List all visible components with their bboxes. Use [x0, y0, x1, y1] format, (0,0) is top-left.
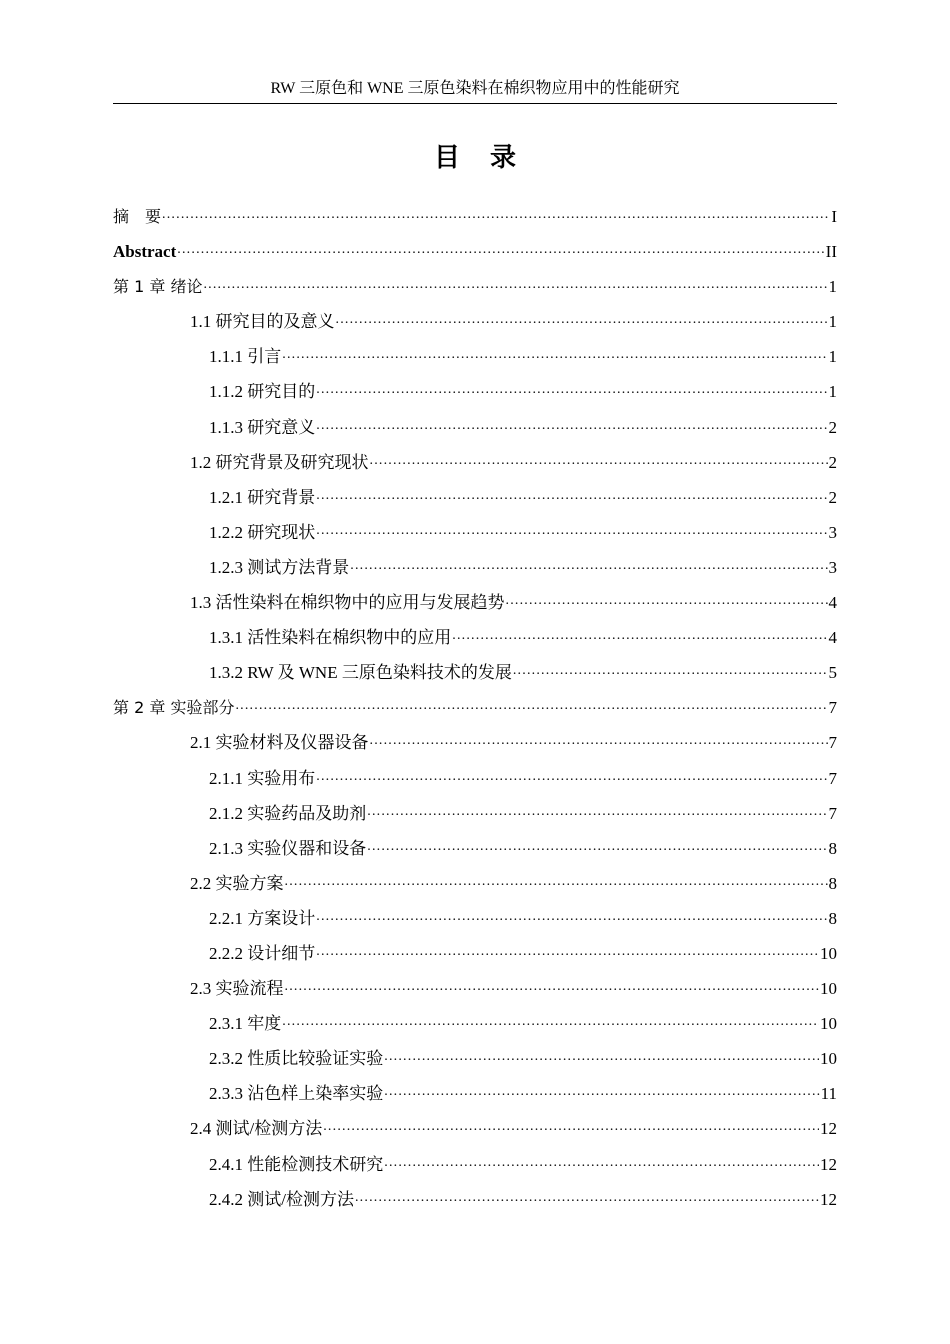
toc-entry[interactable] — [113, 1009, 837, 1044]
toc-dot-leader — [316, 939, 819, 959]
toc-entry[interactable] — [113, 728, 837, 763]
toc-dot-leader — [177, 237, 824, 257]
toc-entry-label: 1.2.1 研究背景 — [209, 487, 316, 507]
toc-entry-label: 2.2.2 设计细节 — [209, 943, 316, 963]
toc-dot-leader — [316, 764, 827, 784]
toc-entry[interactable] — [113, 237, 837, 272]
toc-dot-leader — [384, 1150, 819, 1170]
toc-entry[interactable] — [113, 518, 837, 553]
toc-entry-page-number: 2 — [828, 452, 837, 472]
toc-entry-label: 1.1.3 研究意义 — [209, 417, 316, 437]
toc-entry-page-number: 11 — [820, 1084, 837, 1104]
toc-entry-label: 2.3.3 沾色样上染率实验 — [209, 1084, 384, 1104]
toc-dot-leader — [285, 869, 828, 889]
toc-entry-label: 1.2.2 研究现状 — [209, 522, 316, 542]
toc-entry-page-number: 3 — [828, 522, 837, 542]
toc-entry[interactable] — [113, 1114, 837, 1149]
toc-entry[interactable] — [113, 1185, 837, 1220]
toc-entry-page-number: 8 — [828, 908, 837, 928]
toc-entry-page-number: 7 — [828, 803, 837, 823]
toc-entry[interactable] — [113, 448, 837, 483]
toc-entry-page-number: 3 — [828, 557, 837, 577]
toc-entry-label: Abstract — [113, 242, 177, 262]
toc-entry-label: 2.1.2 实验药品及助剂 — [209, 803, 367, 823]
toc-dot-leader — [370, 448, 828, 468]
toc-entry-label: 1.1 研究目的及意义 — [190, 312, 335, 332]
toc-entry-page-number: 7 — [828, 768, 837, 788]
running-header: RW 三原色和 WNE 三原色染料在棉织物应用中的性能研究 — [270, 80, 680, 97]
toc-entry-page-number: 8 — [828, 873, 837, 893]
header-rule — [113, 103, 837, 104]
toc-entry[interactable] — [113, 272, 837, 307]
toc-entry-label: 2.1 实验材料及仪器设备 — [190, 733, 369, 753]
toc-dot-leader — [350, 553, 827, 573]
table-of-contents — [113, 202, 837, 1220]
toc-dot-leader — [452, 623, 827, 643]
toc-entry[interactable] — [113, 588, 837, 623]
toc-entry-page-number: 10 — [820, 979, 837, 999]
toc-dot-leader — [336, 307, 828, 327]
toc-entry-page-number: 4 — [828, 628, 837, 648]
page-title: 目录 — [433, 143, 546, 173]
toc-dot-leader — [203, 272, 827, 292]
toc-dot-leader — [367, 834, 827, 854]
toc-entry[interactable] — [113, 658, 837, 693]
toc-entry-page-number: 10 — [820, 1014, 837, 1034]
toc-entry[interactable] — [113, 483, 837, 518]
toc-entry-page-number: I — [831, 207, 837, 226]
toc-entry[interactable] — [113, 799, 837, 834]
toc-entry-page-number: 1 — [828, 347, 837, 367]
toc-entry[interactable] — [113, 553, 837, 588]
toc-dot-leader — [323, 1114, 819, 1134]
toc-entry[interactable] — [113, 764, 837, 799]
toc-entry-page-number: 8 — [828, 838, 837, 858]
toc-entry-label: 2.2.1 方案设计 — [209, 908, 316, 928]
toc-entry-label: 2.4.2 测试/检测方法 — [209, 1189, 354, 1209]
toc-entry-label: 1.1.2 研究目的 — [209, 382, 316, 402]
toc-entry-label: 摘 要 — [113, 207, 162, 226]
toc-dot-leader — [370, 728, 828, 748]
toc-entry-page-number: 1 — [828, 382, 837, 402]
toc-entry-label: 2.4.1 性能检测技术研究 — [209, 1154, 384, 1174]
toc-dot-leader — [355, 1185, 819, 1205]
toc-entry-label: 1.3.1 活性染料在棉织物中的应用 — [209, 628, 452, 648]
toc-entry[interactable] — [113, 342, 837, 377]
toc-dot-leader — [316, 377, 827, 397]
toc-entry-page-number: 1 — [828, 277, 837, 297]
toc-entry-label: 1.3 活性染料在棉织物中的应用与发展趋势 — [190, 593, 505, 613]
toc-dot-leader — [316, 413, 827, 433]
toc-entry[interactable] — [113, 413, 837, 448]
toc-entry[interactable] — [113, 904, 837, 939]
toc-entry-label: 2.3.1 牢度 — [209, 1014, 282, 1034]
toc-entry-page-number: 1 — [828, 312, 837, 332]
toc-entry[interactable] — [113, 834, 837, 869]
toc-entry-page-number: 12 — [820, 1119, 837, 1139]
toc-dot-leader — [162, 202, 830, 222]
toc-entry[interactable] — [113, 974, 837, 1009]
toc-entry[interactable] — [113, 307, 837, 342]
toc-entry-label: 2.4 测试/检测方法 — [190, 1119, 323, 1139]
toc-entry[interactable] — [113, 1150, 837, 1185]
toc-entry[interactable] — [113, 939, 837, 974]
toc-dot-leader — [316, 904, 827, 924]
toc-entry-page-number: 10 — [820, 943, 837, 963]
toc-entry[interactable] — [113, 1079, 837, 1114]
toc-entry-page-number: 2 — [828, 417, 837, 437]
toc-dot-leader — [235, 693, 827, 713]
toc-entry-label: 1.2.3 测试方法背景 — [209, 557, 350, 577]
toc-entry-page-number: 12 — [820, 1189, 837, 1209]
toc-entry-page-number: 7 — [828, 698, 837, 718]
toc-entry-label: 2.1.3 实验仪器和设备 — [209, 838, 367, 858]
toc-dot-leader — [285, 974, 820, 994]
toc-dot-leader — [316, 483, 827, 503]
toc-entry-label: 2.1.1 实验用布 — [209, 768, 316, 788]
toc-entry-page-number: 2 — [828, 487, 837, 507]
toc-entry[interactable] — [113, 693, 837, 728]
toc-dot-leader — [282, 342, 827, 362]
toc-entry-page-number: 4 — [828, 593, 837, 613]
toc-entry-label: 第 2 章 实验部分 — [113, 698, 235, 718]
toc-entry[interactable] — [113, 202, 837, 237]
toc-entry-label: 2.2 实验方案 — [190, 873, 284, 893]
toc-entry[interactable] — [113, 1044, 837, 1079]
toc-entry[interactable] — [113, 623, 837, 658]
toc-dot-leader — [282, 1009, 819, 1029]
toc-entry-label: 1.1.1 引言 — [209, 347, 282, 367]
toc-entry[interactable] — [113, 869, 837, 904]
toc-entry-page-number: 5 — [828, 663, 837, 683]
toc-entry-page-number: 7 — [828, 733, 837, 753]
toc-entry-label: 2.3.2 性质比较验证实验 — [209, 1049, 384, 1069]
toc-entry[interactable] — [113, 377, 837, 412]
toc-entry-page-number: 12 — [820, 1154, 837, 1174]
toc-entry-label: 2.3 实验流程 — [190, 979, 284, 999]
toc-entry-label: 1.3.2 RW 及 WNE 三原色染料技术的发展 — [209, 663, 512, 683]
toc-entry-page-number: 10 — [820, 1049, 837, 1069]
toc-dot-leader — [367, 799, 827, 819]
toc-dot-leader — [384, 1079, 819, 1099]
toc-dot-leader — [316, 518, 827, 538]
toc-entry-label: 1.2 研究背景及研究现状 — [190, 452, 369, 472]
toc-dot-leader — [384, 1044, 819, 1064]
toc-entry-page-number: II — [825, 242, 837, 262]
toc-dot-leader — [506, 588, 828, 608]
toc-dot-leader — [513, 658, 828, 678]
toc-entry-label: 第 1 章 绪论 — [113, 277, 203, 297]
